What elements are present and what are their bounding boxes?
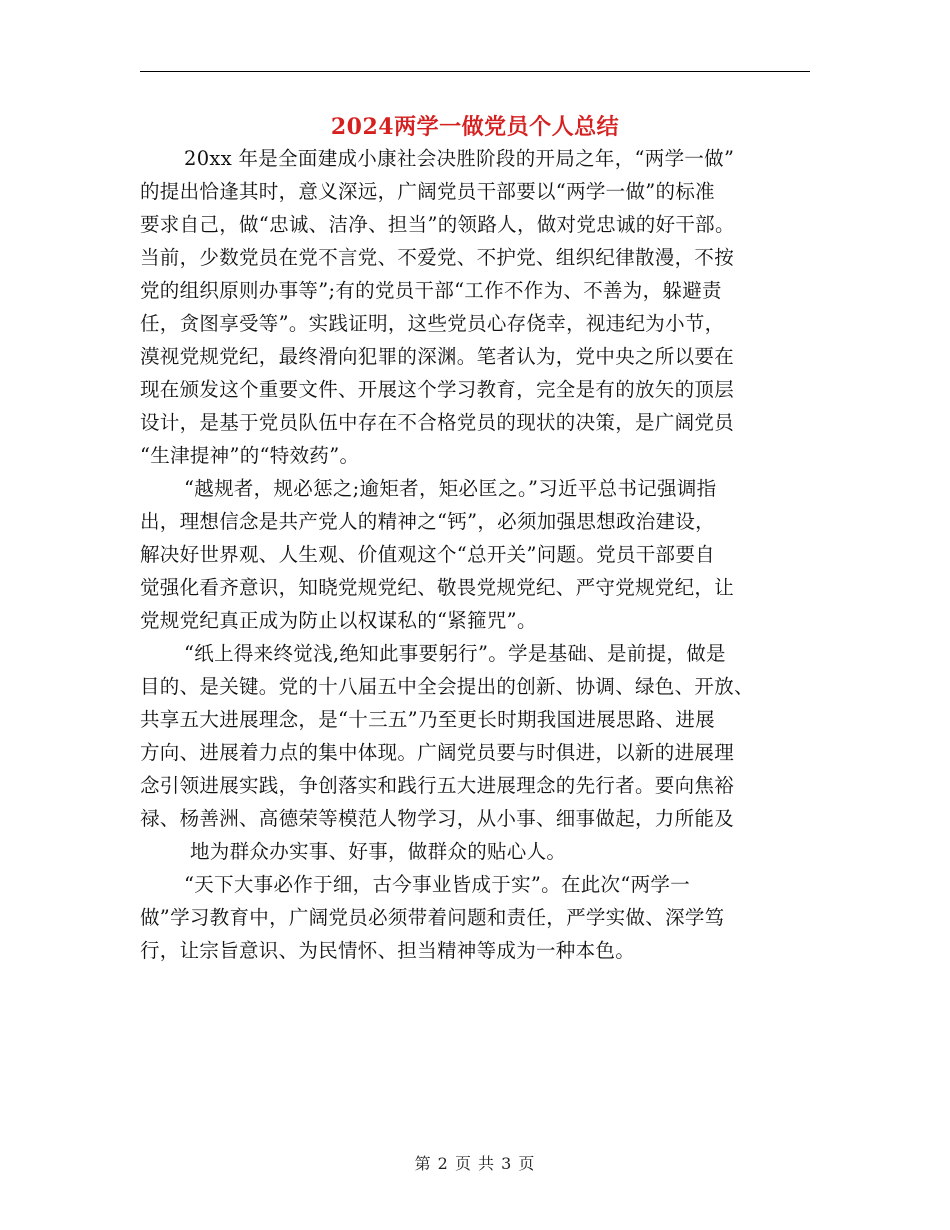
text-line: 地为群众办实事、好事，做群众的贴心人。 bbox=[190, 840, 567, 863]
text-line: “纸上得来终觉浅,绝知此事要躬行”。学是基础、是前提，做是 bbox=[184, 642, 726, 665]
text-line: 觉强化看齐意识，知晓党规党纪、敬畏党规党纪、严守党规党纪，让 bbox=[140, 576, 735, 599]
text-line: 出，理想信念是共产党人的精神之“钙”，必须加强思想政治建设， bbox=[140, 510, 715, 533]
text-line: “天下大事必作于细，古今事业皆成于实”。在此次“两学一 bbox=[184, 873, 691, 896]
text-line: 共享五大进展理念，是“十三五”乃至更长时期我国进展思路、进展 bbox=[140, 708, 715, 731]
text-line: “生津提神”的“特效药”。 bbox=[140, 444, 360, 467]
document-body bbox=[140, 142, 810, 967]
text-line: “越规者，规必惩之;逾矩者，矩必匡之。”习近平总书记强调指 bbox=[184, 477, 717, 500]
text-line: 的提出恰逢其时，意义深远，广阔党员干部要以“两学一做”的标准 bbox=[140, 180, 715, 203]
text-line: 设计，是基于党员队伍中存在不合格党员的现状的决策，是广阔党员 bbox=[140, 411, 735, 434]
text-line: 党的组织原则办事等”;有的党员干部“工作不作为、不善为，躲避责 bbox=[140, 279, 722, 302]
page-number-footer: 第 2 页 共 3 页 bbox=[414, 1154, 536, 1173]
text-line: 行，让宗旨意识、为民情怀、担当精神等成为一种本色。 bbox=[140, 939, 636, 962]
text-line: 做”学习教育中，广阔党员必须带着问题和责任，严学实做、深学笃 bbox=[140, 906, 725, 929]
text-line: 方向、进展着力点的集中体现。广阔党员要与时俱进，以新的进展理 bbox=[140, 741, 735, 764]
text-line: 20xx 年是全面建成小康社会决胜阶段的开局之年，“两学一做” bbox=[184, 147, 735, 170]
header-rule bbox=[140, 71, 810, 72]
text-line: 目的、是关键。党的十八届五中全会提出的创新、协调、绿色、开放、 bbox=[140, 675, 754, 698]
text-line: 任，贪图享受等”。实践证明，这些党员心存侥幸，视违纪为小节， bbox=[140, 312, 725, 335]
text-line: 党规党纪真正成为防止以权谋私的“紧箍咒”。 bbox=[140, 609, 537, 632]
text-line: 现在颁发这个重要文件、开展这个学习教育，完全是有的放矢的顶层 bbox=[140, 378, 735, 401]
text-line: 当前，少数党员在党不言党、不爱党、不护党、组织纪律散漫，不按 bbox=[140, 246, 735, 269]
text-line: 要求自己，做“忠诚、洁净、担当”的领路人，做对党忠诚的好干部。 bbox=[140, 213, 735, 236]
document-title: 2024两学一做党员个人总结 bbox=[330, 114, 620, 140]
text-line: 解决好世界观、人生观、价值观这个“总开关”问题。党员干部要自 bbox=[140, 543, 715, 566]
text-line: 念引领进展实践，争创落实和践行五大进展理念的先行者。要向焦裕 bbox=[140, 774, 735, 797]
text-line: 禄、杨善洲、高德荣等模范人物学习，从小事、细事做起，力所能及 bbox=[140, 807, 735, 830]
text-line: 漠视党规党纪，最终滑向犯罪的深渊。笔者认为，党中央之所以要在 bbox=[140, 345, 735, 368]
